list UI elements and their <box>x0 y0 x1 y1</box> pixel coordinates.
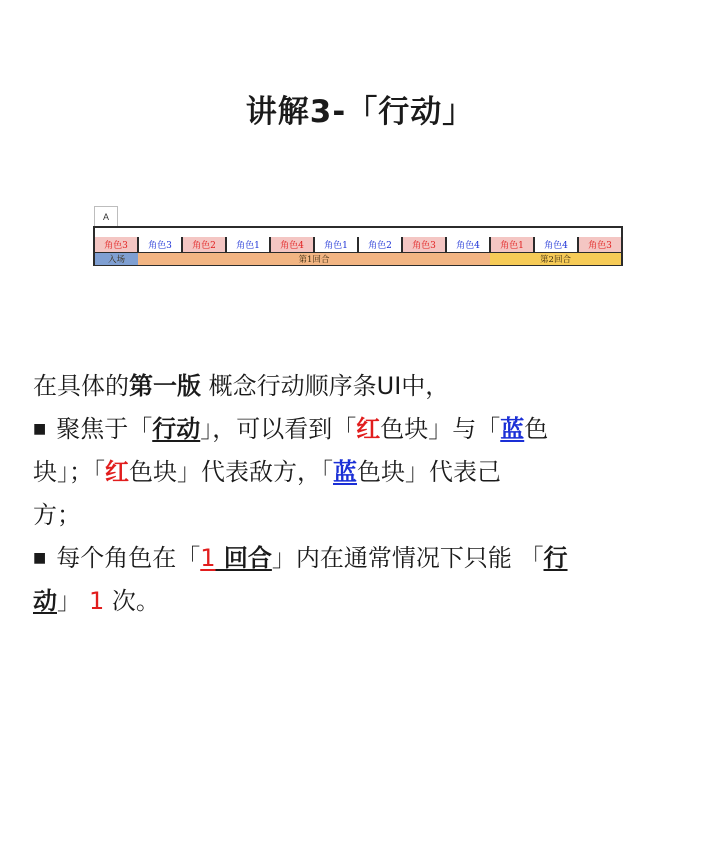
bullet-icon: ■ <box>33 550 47 566</box>
blue-word: 蓝 <box>500 415 525 443</box>
action-cell-8: 角色3 <box>403 237 447 252</box>
explanation-text <box>33 365 693 623</box>
rule-text-3: 」 <box>57 587 81 615</box>
action-cell-11: 角色4 <box>535 237 579 252</box>
round1-segment: 第1回合 <box>138 253 490 265</box>
action-cells-row <box>95 237 621 252</box>
action-cell-4: 角色1 <box>227 237 271 252</box>
action-keyword-a: 行 <box>543 544 568 572</box>
para-colors-line2 <box>33 451 693 494</box>
action-cell-5: 角色4 <box>271 237 315 252</box>
colors-text-2: 」，可以看到「 <box>200 415 357 443</box>
rule-text-1: 每个角色在「 <box>56 544 201 572</box>
bullet-icon: ■ <box>33 421 47 437</box>
para-colors-line1 <box>33 408 693 451</box>
intro-bold: 第一版 <box>129 372 201 400</box>
para-rule-line2 <box>33 580 693 623</box>
red-word: 红 <box>356 415 381 443</box>
rule-text-4: 次。 <box>104 587 160 615</box>
intro-text-b: 概念行动顺序条UI中， <box>201 372 450 400</box>
action-cell-9: 角色4 <box>447 237 491 252</box>
para-colors-line3 <box>33 494 693 537</box>
colors-text-1: 聚焦于「 <box>56 415 153 443</box>
focus-keyword: 行动 <box>152 415 201 443</box>
action-cell-7: 角色2 <box>359 237 403 252</box>
round-number: 1 <box>200 544 216 572</box>
round2-segment: 第2回合 <box>490 253 621 265</box>
rule-text-2: 」内在通常情况下只能 「 <box>271 544 544 572</box>
page-title: 讲解3-「行动」 <box>245 94 475 130</box>
action-cell-1: 角色3 <box>95 237 139 252</box>
colors-text-6: 色块」代表敌方，「 <box>129 458 333 486</box>
colors-text-7: 色块」代表己 <box>357 458 501 486</box>
action-cell-3: 角色2 <box>183 237 227 252</box>
action-order-bar <box>93 226 623 266</box>
para-intro <box>33 365 693 408</box>
red-word-2: 红 <box>105 458 129 486</box>
intro-text-a: 在具体的 <box>33 372 129 400</box>
entry-segment: 入场 <box>95 253 138 265</box>
colors-text-3: 色块」与「 <box>380 415 501 443</box>
action-count: 1 <box>89 587 105 615</box>
action-keyword-b: 动 <box>33 587 57 615</box>
round-row <box>95 252 621 265</box>
colors-text-4: 色 <box>524 415 549 443</box>
blue-word-2: 蓝 <box>333 458 357 486</box>
action-cell-10: 角色1 <box>491 237 535 252</box>
action-cell-2: 角色3 <box>139 237 183 252</box>
action-cell-12: 角色3 <box>579 237 621 252</box>
para-rule-line1 <box>33 537 693 580</box>
action-cell-6: 角色1 <box>315 237 359 252</box>
colors-text-8: 方； <box>33 501 81 529</box>
round-word: 回合 <box>215 544 272 572</box>
figure-tab-label: A <box>94 206 118 227</box>
colors-text-5: 块」；「 <box>33 458 105 486</box>
